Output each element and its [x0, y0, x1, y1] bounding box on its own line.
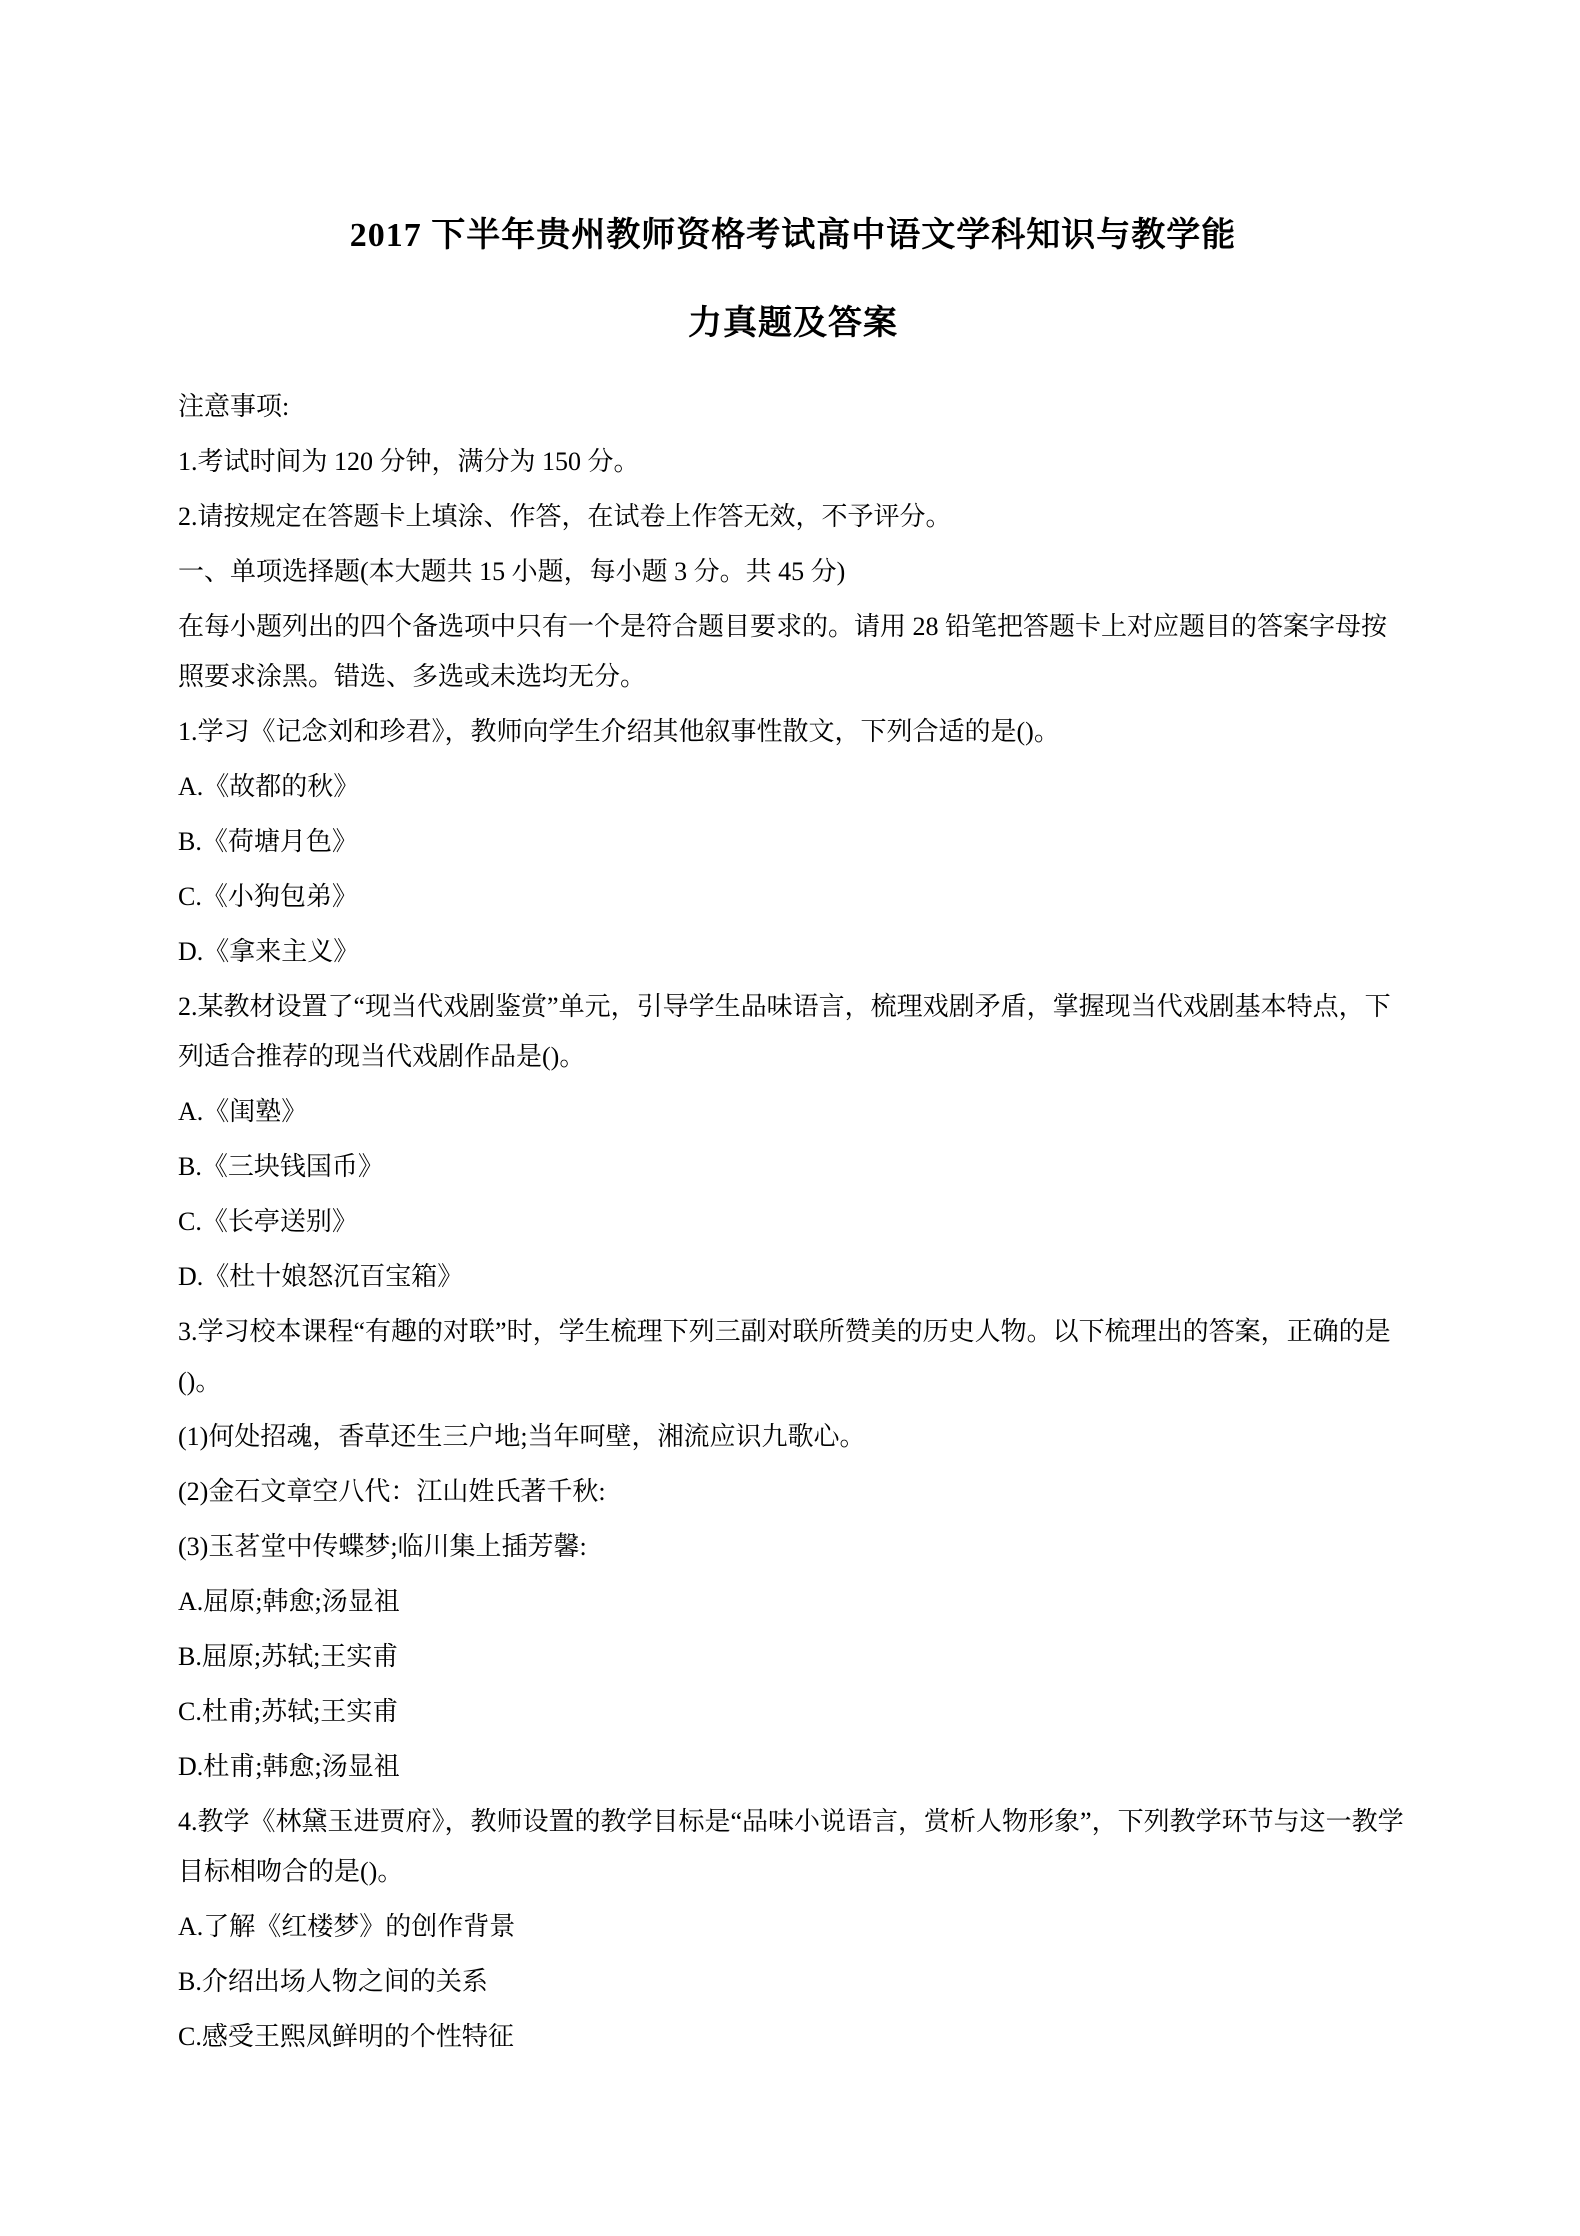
question-option: B.介绍出场人物之间的关系: [178, 1967, 488, 1996]
section-instructions: 在每小题列出的四个备选项中只有一个是符合题目要求的。请用 28 铅笔把答题卡上对应题目的答案字母按照要求涂黑。错选、多选或未选均无分。: [178, 612, 1388, 691]
question-option: C.《小狗包弟》: [178, 882, 358, 911]
question-sub-item: (2)金石文章空八代：江山姓氏著千秋:: [178, 1477, 606, 1506]
question-sub-item: (3)玉茗堂中传蝶梦;临川集上插芳馨:: [178, 1532, 587, 1561]
title-line-2: 力真题及答案: [688, 305, 898, 342]
question-stem: 2.某教材设置了“现当代戏剧鉴赏”单元，引导学生品味语言，梳理戏剧矛盾，掌握现当代戏剧基本特点，下列适合推荐的现当代戏剧作品是()。: [178, 992, 1391, 1071]
question-option: C.《长亭送别》: [178, 1207, 358, 1236]
question-option: A.屈原;韩愈;汤显祖: [178, 1587, 400, 1616]
notice-list: [178, 437, 1408, 542]
question-stem: 1.学习《记念刘和珍君》，教师向学生介绍其他叙事性散文，下列合适的是()。: [178, 717, 1060, 746]
question-option: A.《闺塾》: [178, 1097, 308, 1126]
question-option: C.杜甫;苏轼;王实甫: [178, 1697, 399, 1726]
section-heading: 一、单项选择题(本大题共 15 小题，每小题 3 分。共 45 分): [178, 557, 846, 586]
title-line-1: 2017 下半年贵州教师资格考试高中语文学科知识与教学能: [349, 217, 1237, 254]
question: [178, 707, 1408, 977]
question-option: C.感受王熙凤鲜明的个性特征: [178, 2022, 514, 2051]
question: [178, 1797, 1408, 2062]
question: [178, 1307, 1408, 1792]
notice-item: 1.考试时间为 120 分钟，满分为 150 分。: [178, 447, 640, 476]
question-stem: 3.学习校本课程“有趣的对联”时，学生梳理下列三副对联所赞美的历史人物。以下梳理出的答案，正确的是()。: [178, 1317, 1391, 1396]
question-stem: 4.教学《林黛玉进贾府》，教师设置的教学目标是“品味小说语言，赏析人物形象”，下列教学环节与这一教学目标相吻合的是()。: [178, 1807, 1404, 1886]
notice-heading: 注意事项:: [178, 392, 290, 421]
question-option: D.杜甫;韩愈;汤显祖: [178, 1752, 400, 1781]
question-option: D.《杜十娘怒沉百宝箱》: [178, 1262, 464, 1291]
notice-item: 2.请按规定在答题卡上填涂、作答，在试卷上作答无效，不予评分。: [178, 502, 952, 531]
question-option: D.《拿来主义》: [178, 937, 360, 966]
question-option: A.《故都的秋》: [178, 772, 360, 801]
question-option: B.《三块钱国币》: [178, 1152, 384, 1181]
question-option: B.《荷塘月色》: [178, 827, 358, 856]
question-option: A.了解《红楼梦》的创作背景: [178, 1912, 516, 1941]
question-option: B.屈原;苏轼;王实甫: [178, 1642, 399, 1671]
question-list: [178, 707, 1408, 2062]
document-title: [178, 192, 1408, 368]
question-sub-item: (1)何处招魂，香草还生三户地;当年呵壁，湘流应识九歌心。: [178, 1422, 866, 1451]
question: [178, 982, 1408, 1302]
